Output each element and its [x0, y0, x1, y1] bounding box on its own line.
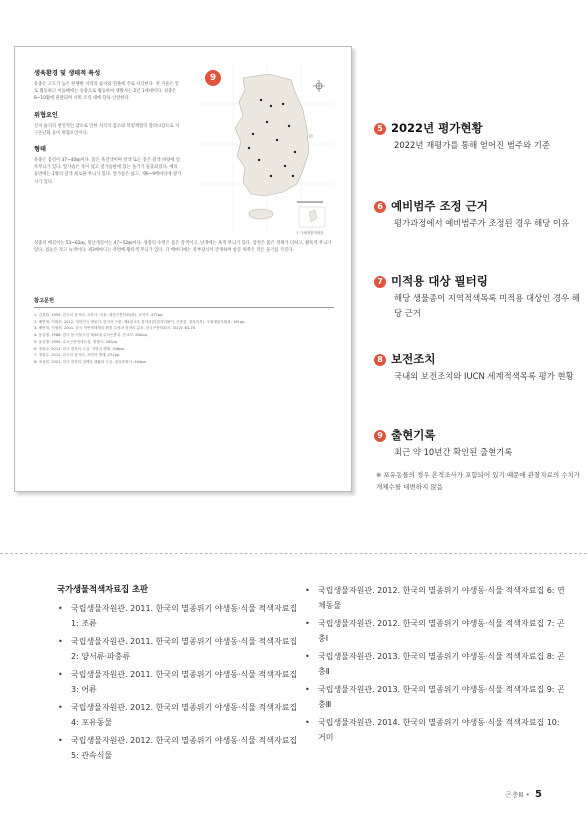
list-item [305, 583, 567, 613]
list-item-text: 국립생물자원관. 2011. 한국의 멸종위기 야생동·식물 적색자료집 1: 조류 [71, 604, 298, 628]
legend-item-desc: 2022년 재평가를 통해 얻어진 범주와 기준 [394, 140, 550, 150]
footer-label: 곤충Ⅲ [505, 791, 524, 799]
section-threats [34, 110, 182, 137]
map-caption: ⓒ 국립생물자원관 [296, 231, 324, 235]
reference-item: 2. 배연재, 이태현. 2012. 대한민국 생물지. 한국의 곤충. 제4권 2호 잠자리류(잠자리붙이, 곤충강, 잠자리목). 국립생물자원관. 161pp. [34, 319, 246, 324]
legend-item-title [374, 273, 584, 289]
item-title-text: 2022년 평가현황 [391, 121, 483, 135]
legend-item-category-adjustment [374, 198, 584, 231]
section-body: 유충은 고도가 높은 한랭한 지역의 습지와 연못에 주로 서식한다. 첫 겨울은 알로 월동하고 이듬해에는 유충으로 월동하여 생활사는 2년 1세대이다. 성충은 8~10월에 관찰되며 서쪽 조직 내에 단독 산란한다. [34, 82, 180, 102]
legend-item-desc: 최근 약 10년간 확인된 출현기록 [394, 447, 513, 457]
list-item-text: 국립생물자원관. 2012. 한국의 멸종위기 야생동·식물 적색자료집 6: 연체동물 [318, 586, 565, 610]
section-body: 산지 습지의 천연적인 감소로 인한 서식지 감소와 복령계열의 잘려나감으로 지구온난화 등이 위협요인이다. [34, 123, 180, 136]
list-item-text: 국립생물자원관. 2012. 한국의 멸종위기 야생동·식물 적색자료집 5: 관속식물 [71, 736, 298, 760]
bullet: • [305, 718, 310, 727]
list-item-text: 국립생물자원관. 2011. 한국의 멸종위기 야생동·식물 적색자료집 3: 어류 [71, 670, 298, 694]
list-item-text: 국립생물자원관. 2011. 한국의 멸종위기 야생동·식물 적색자료집 2: 양서류·파충류 [71, 637, 298, 661]
list-item-text: 국립생물자원관. 2013. 한국의 멸종위기 야생동·식물 적색자료집 9: 곤충Ⅲ [318, 685, 565, 709]
legend-item-title [374, 427, 584, 443]
section-title: 생육환경 및 생태적 특성 [34, 70, 101, 77]
list-item [58, 634, 303, 664]
first-edition-list-right [305, 583, 567, 748]
sheet-text-column [34, 68, 182, 186]
section-body: 유충은 몸길이 37~40㎜이다. 몸은 흑갈색이며 갈색 또는 짙은 갈색 바탕에 얼룩무늬가 있다. 앞가슴은 폭이 넓고 옆가슴판에 있는 돌기가 돌출되었다. 배의 등면에는 1쌍의 갈색 세로줄 무늬가 있다. 앞가슴은 넓고, 제6~9배마디에 옆가시가 있다. [34, 158, 182, 185]
legend-item-occurrence [374, 427, 584, 460]
legend-item-title [374, 351, 584, 367]
section-habitat [34, 68, 182, 103]
list-item [58, 601, 303, 631]
item-number-badge: 8 [374, 354, 386, 366]
item-number-badge: 7 [374, 276, 386, 288]
legend-item-desc: 국내외 보전조치와 IUCN 세계적색목록 평가 현황 [394, 371, 574, 381]
legend-item-conservation [374, 351, 584, 384]
mammal-note: ※ 포유동물의 경우 흔적조사가 포함되어 있기 때문에 관찰자료의 수치가 개체수를 대변하지 않음 [376, 471, 581, 491]
reference-item: 4. 윤일병. 1988. 한국 동·식물도감 제30권 수서곤충류. 문교부. 840pp. [34, 333, 148, 338]
bullet: • [58, 637, 63, 646]
reference-item: 7. 정광수. 2012. 한국의 잠자리. 자연과 생태. 272pp. [34, 353, 121, 358]
bullet: • [58, 604, 63, 613]
section-divider [0, 553, 587, 554]
morphology-continued: 성충의 배길이는 53~62㎜, 뒷날개길이는 47~52㎜이다. 성충의 수컷은 몸은 갈색이고, 날개에는 흑색 무늬가 있다. 암컷은 몸은 색채가 더하고, 황록색 무늬가 있다. 겹눈은 작고 녹색이다. 제3배마디는 측면에 황록색 무늬가 있다. 각 배마디에는 복부장식이 존재하며 항문 위쪽은 작은 돌기를 가진다. [34, 241, 332, 254]
list-item [305, 616, 567, 646]
list-item [58, 667, 303, 697]
footer-separator: • [525, 791, 530, 799]
reference-item: 3. 배연재, 이영원. 2001. 한국 자연생태계의 환경 특성과 잠자리 분포. 한국곤충학회지. 31(2): 63-76. [34, 326, 197, 331]
reference-item: 8. 조성빈. 2021. 한국 잠자리 대백과 생활과 도감. 광일문화사. 404pp. [34, 359, 147, 364]
list-item-text: 국립생물자원관. 2013. 한국의 멸종위기 야생동·식물 적색자료집 8: 곤충Ⅱ [318, 652, 565, 676]
section-title: 형태 [34, 146, 46, 154]
page-number: 5 [534, 789, 542, 800]
legend-item-desc: 해당 생물종이 지역적색목록 미적용 대상인 경우 해당 근거 [394, 293, 580, 318]
section-title: 위협요인 [34, 111, 58, 119]
bullet: • [58, 670, 63, 679]
list-item [305, 715, 567, 745]
item-title-text: 예비범주 조정 근거 [391, 199, 488, 213]
map-number-badge: 9 [205, 70, 221, 86]
references-block [34, 297, 334, 366]
list-item [305, 649, 567, 679]
bullet: • [305, 586, 310, 595]
bullet: • [305, 619, 310, 628]
legend-item-title [374, 198, 584, 214]
references-title: 참고문헌 [34, 297, 334, 308]
legend-item-desc: 평가과정에서 예비범주가 조정된 경우 해당 이유 [394, 218, 570, 228]
legend-item-assessment [374, 120, 584, 153]
reference-item: 6. 정광수. 2011. 한국 잠자리 도감. 자연과 생태. 336pp. [34, 346, 125, 351]
item-number-badge: 9 [374, 430, 386, 442]
list-item-text: 국립생물자원관. 2014. 한국의 멸종위기 야생동·식물 적색자료집 10: 거미 [318, 718, 560, 742]
legend-item-filtering [374, 273, 584, 321]
bullet: • [305, 652, 310, 661]
reference-item: 1. 김정환. 1999. 한국의 잠자리. 교학사. 서울. 대한곤충학회(편). 교학사. 472pp. [34, 313, 164, 317]
legend-item-title [374, 120, 584, 136]
item-title-text: 미적용 대상 필터링 [391, 274, 488, 288]
list-item [58, 700, 303, 730]
page-footer [505, 789, 542, 800]
first-edition-title: 국가생물적색자료집 초판 [57, 584, 149, 594]
list-item-text: 국립생물자원관. 2012. 한국의 멸종위기 야생동·식물 적색자료집 4: 포유동물 [71, 703, 298, 727]
list-item [58, 733, 303, 763]
reference-item: 5. 윤일병. 1995. 수서곤충검색도설. 정행사. 262pp. [34, 339, 119, 344]
sample-page-sheet [14, 46, 352, 492]
list-item [305, 682, 567, 712]
item-title-text: 출현기록 [391, 428, 436, 442]
first-edition-list-left [58, 601, 303, 766]
bullet: • [58, 703, 63, 712]
section-morphology [34, 144, 182, 186]
bullet: • [58, 736, 63, 745]
list-item-text: 국립생물자원관. 2012. 한국의 멸종위기 야생동·식물 적색자료집 7: 곤충Ⅰ [318, 619, 565, 643]
distribution-map [199, 64, 335, 232]
item-number-badge: 6 [374, 201, 386, 213]
item-number-badge: 5 [374, 123, 386, 135]
bullet: • [305, 685, 310, 694]
item-title-text: 보전조치 [391, 352, 436, 366]
